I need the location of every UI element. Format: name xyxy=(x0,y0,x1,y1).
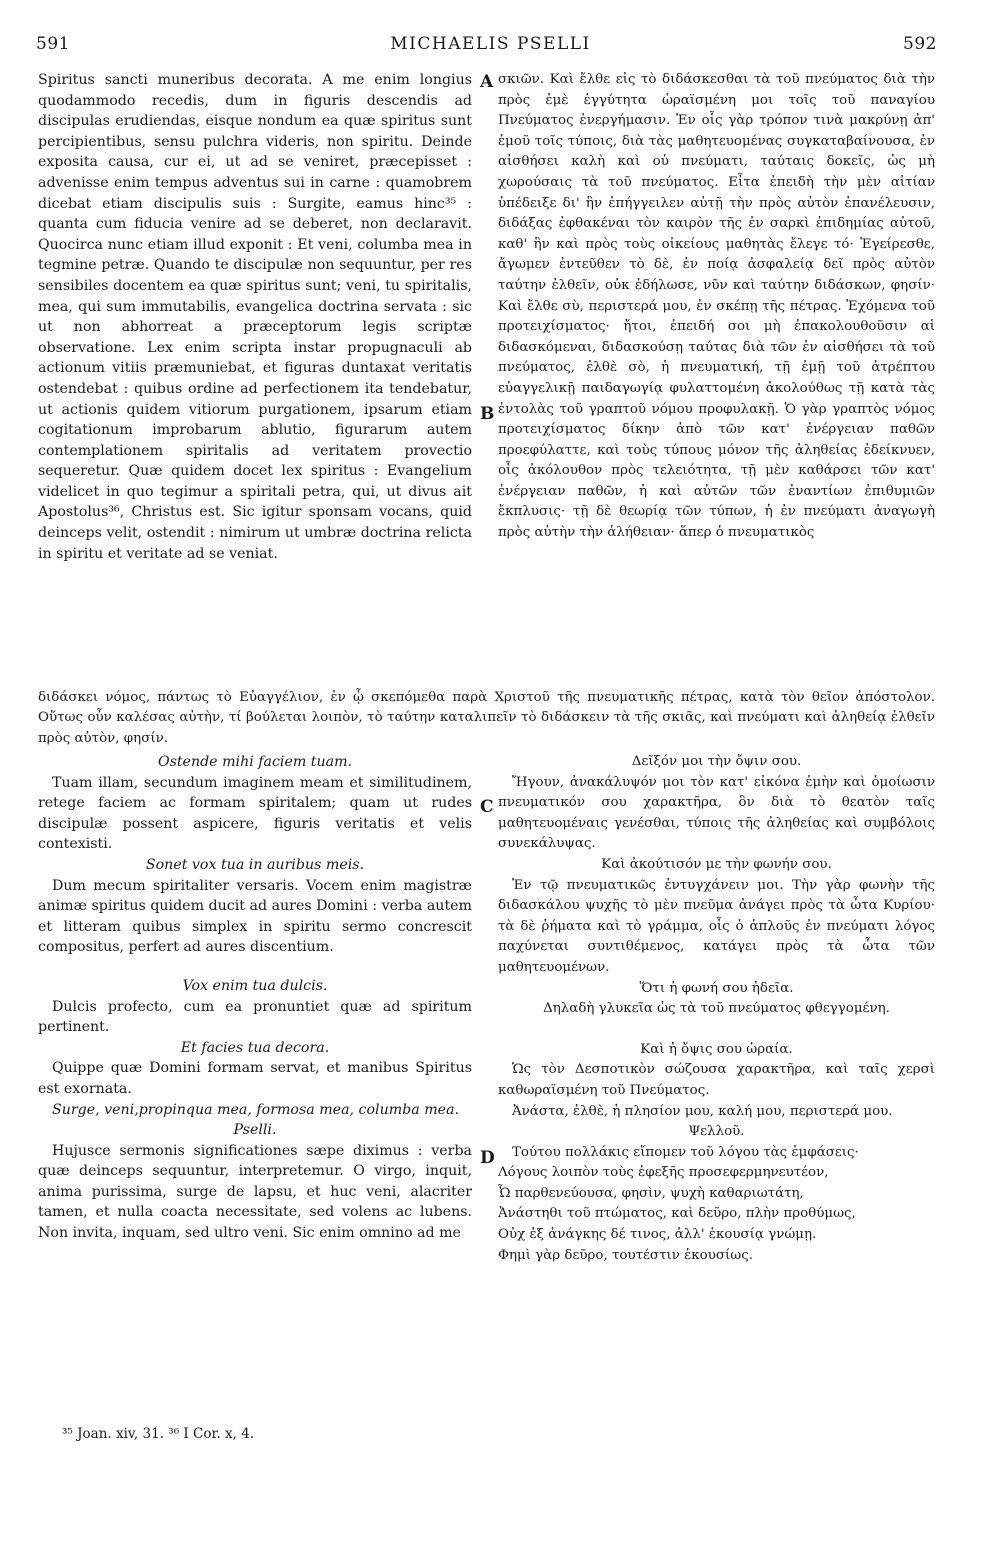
section-marker-d: D xyxy=(480,1148,495,1168)
greek-column-bottom xyxy=(498,752,935,1408)
latin-comment-2: Dum mecum spiritaliter versaris. Vocem enim magistræ animæ spiritus quidem ducit ad aures Domini : verba autem et litteram quibus simplex in spiritu sermo concrescit compositus, perfert ad aures discentium. xyxy=(38,877,472,956)
section-marker-a: A xyxy=(480,72,494,92)
latin-comment-4: Quippe quæ Domini formam servat, et manibus Spiritus est exornata. xyxy=(38,1060,472,1097)
greek-verse-line: Οὐχ ἐξ ἀνάγκης δέ τινος, ἀλλ' ἑκουσίᾳ γνώμῃ. xyxy=(498,1227,817,1243)
greek-lemma-1: Δεῖξόν μοι τὴν ὄψιν σου. xyxy=(631,754,802,769)
latin-surge-verse: Surge, veni,propinqua mea, formosa mea, columba mea. xyxy=(52,1101,460,1118)
greek-pselli-heading: Ψελλοῦ. xyxy=(688,1124,745,1140)
latin-pselli-text: Hujusce sermonis significationes sæpe diximus : verba quæ deinceps sequuntur, interpretemur. O virgo, inquit, anima purissima, surge de lapsu, et huc veni, alacriter tamen, et nulla coacta necessitate, sed volens ac lubens. Non invita, inquam, sed ultro veni. Sic enim omnino ad me xyxy=(38,1142,472,1242)
greek-wide-paragraph xyxy=(38,688,935,752)
latin-lemma-2: Sonet vox tua in auribus meis. xyxy=(145,856,365,873)
greek-lemma-3: Ὅτι ἡ φωνή σου ἡδεῖα. xyxy=(639,980,794,996)
greek-verse-line: Φημὶ γὰρ δεῦρο, τουτέστιν ἑκουσίως. xyxy=(498,1247,753,1263)
greek-paragraph-top: σκιῶν. Καὶ ἔλθε εἰς τὸ διδάσκεσθαι τὰ τοῦ πνεύματος διὰ τὴν πρὸς ἐμὲ ἐγγύτητα ὡραϊσμένη μοι τοῖς τοῦ παναγίου Πνεύματος ἐνεργήμασιν. Ἐν οἷς γὰρ τρόπον τινὰ μακρύνῃ ἀπ' ἐμοῦ τοῖς τύποις, διὰ τὰς μαθητευομένας συγκαταβαίνουσα, ἐν αἰσθήσει καλὴ καὶ οὐ πνεύματι, ταύταις δοκεῖς, ὡς μὴ χωρούσαις τὰ τοῦ πνεύματος. Εἶτα ἐπειδὴ τὴν μὲν αἰτίαν ὑπέδειξε δι' ἣν ἐπήγγειλεν αὐτῇ τὴν πρὸς αὐτὸν ἐπανέλευσιν, διδάξας ἐφθακέναι τὸν καιρὸν τῆς ἐν σαρκὶ ἐπιδημίας αὐτοῦ, καθ' ἣν καὶ πρὸς τοὺς οἰκείους μαθητὰς ἔλεγε τό· Ἐγείρεσθε, ἄγωμεν ἐντεῦθεν τὸ δὲ, ἐν ποίᾳ ἀσφαλείᾳ δεῖ πρὸς αὐτὸν ταύτην ἐλθεῖν, οὐκ ἐδήλωσε, νῦν καὶ ταύτην διδάσκων, φησίν· Καὶ ἔλθε σὺ, περιστερά μου, ἐν σκέπῃ τῆς πέτρας. Ἐχόμενα τοῦ προτειχίσματος· ἤτοι, ἐπειδή σοι μὴ ἐπακολουθοῦσιν αἱ διδασκόμεναι, διδασκούσῃ ταύτας διὰ τῶν ἐν αἰσθήσει τὰ τοῦ πνεύματος, ἐλθὲ σὸ, ἡ πνευματική, τῇ ἐμῇ τοῦ ἀτρέπτου εὐαγγελικῇ παιδαγωγίᾳ φυλαττομένη ἀκολούθως τῇ κατὰ τὰς ἐντολὰς τοῦ γραπτοῦ νόμου προφυλακῇ. Ὁ γὰρ γραπτὸς νόμος προτειχίσματος δίκην ἀπὸ τῶν κατ' ἐνέργειαν παθῶν προεφύλαττε, καὶ τοὺς τύπους μόνον τῆς ἀληθείας ἐδείκνυεν, οἷς ἀκόλουθον πρὸς τελειότητα, τῇ μὲν καθάρσει τῶν κατ' ἐνέργειαν παθῶν, ἡ καὶ αὐτῶν τῶν ἐναντίων ἐπιθυμιῶν ἔκπλυσις· τῇ δὲ θεωρίᾳ τῶν τύπων, ἡ ἐν πνεύματι ἀναγωγὴ πρὸς αὐτὴν τὴν ἀλήθειαν· ἅπερ ὁ πνευματικὸς xyxy=(498,72,935,541)
section-marker-b: B xyxy=(480,404,495,424)
latin-pselli-heading: Pselli. xyxy=(233,1122,277,1139)
greek-verse-line: Ὦ παρθενεύουσα, φησὶν, ψυχὴ καθαριωτάτη, xyxy=(498,1185,804,1201)
greek-comment-2: Ἐν τῷ πνευματικῶς ἐντυγχάνειν μοι. Τὴν γὰρ φωνὴν τῆς διδασκάλου ψυχῆς τὸ μὲν πνεῦμα ἀνάγει πρὸς τὰ ὦτα Κυρίου· τὰ δὲ ῥήματα καὶ τὸ γράμμα, οἷς ὁ ἁπλοῦς ἐν πνεύματι λόγος παχύνεται συντιθέμενος, κατάγει πρὸς τὰ ὦτα τῶν μαθητευομένων. xyxy=(498,877,935,975)
page-number-right: 592 xyxy=(903,34,937,54)
latin-paragraph-top: Spiritus sancti muneribus decorata. A me enim longius quodammodo recedis, dum in figuris descendis ad discipulas erudiendas, eisque nondum ea quæ spiritus sunt percipientibus, sensu pulchra videris, non spiritu. Deinde exposita causa, cur ei, ut ad se veniret, præcepisset : advenisse enim tempus adventus sui in carne : quamobrem dicebat etiam discipulis suis : Surgite, eamus hinc³⁵ : quanta cum fiducia venire ad se deberet, non declaravit. Quocirca nunc etiam illud exponit : Et veni, columba mea in tegmine petræ. Quando te discipulæ non sequuntur, per res sensibiles docentem ea quæ spiritus sunt; veni, tu spiritalis, mea, qui sum immutabilis, evangelica doctrina servata : sic ut non abhorreat a præceptorum legis scriptæ observatione. Lex enim scripta instar propugnaculi ab actionum vitiis præmuniebat, et figuras duntaxat veritatis ostendebat : quibus ordine ad perfectionem ita tendebatur, ut actionis quidem vitiorum purgationem, ipsarum etiam cogitationum improbarum ablutio, figurarum autem contemplationem spiritalis ad veritatem provectio sequeretur. Quæ quidem docet lex spiritus : Evangelium videlicet in quo tegimur a spiritali petra, qui, ut divus ait Apostolus³⁶, Christus est. Sic igitur sponsam vocans, quid deinceps velit, ostendit : nimirum ut umbræ doctrina relicta in spiritu et veritate ad se veniat. xyxy=(38,72,472,562)
latin-column-top xyxy=(38,70,472,686)
latin-column-bottom xyxy=(38,752,472,1408)
greek-comment-3: Δηλαδὴ γλυκεῖα ὡς τὰ τοῦ πνεύματος φθεγγομένη. xyxy=(543,1001,890,1017)
greek-lemma-2: Καὶ ἀκούτισόν με τὴν φωνήν σου. xyxy=(601,856,832,872)
greek-lemma-4: Καὶ ἡ ὄψις σου ὡραία. xyxy=(640,1041,793,1057)
greek-surge-verse: Ἀνάστα, ἐλθὲ, ἡ πλησίον μου, καλή μου, περιστερά μου. xyxy=(512,1103,893,1119)
latin-lemma-3: Vox enim tua dulcis. xyxy=(182,977,328,994)
greek-verse-line: Ἀνάστηθι τοῦ πτώματος, καὶ δεῦρο, πλὴν προθύμως, xyxy=(498,1206,856,1222)
greek-column-top xyxy=(498,70,935,686)
greek-verse-line: Τούτου πολλάκις εἴπομεν τοῦ λόγου τὰς ἐμφάσεις· xyxy=(512,1144,859,1160)
latin-comment-1: Tuam illam, secundum imaginem meam et similitudinem, retege faciem ac formam spiritalem; quam ut rudes discipulæ possent aspicere, figuris veritatis et velis contexisti. xyxy=(38,774,472,853)
latin-lemma-4: Et facies tua decora. xyxy=(180,1039,330,1056)
page-number-left: 591 xyxy=(36,34,70,54)
section-marker-c: C xyxy=(480,797,494,817)
footnotes: ³⁵ Joan. xiv, 31. ³⁶ I Cor. x, 4. xyxy=(62,1426,255,1442)
greek-wide-text: διδάσκει νόμος, πάντως τὸ Εὐαγγέλιον, ἐν ᾧ σκεπόμεθα παρὰ Χριστοῦ τῆς πνευματικῆς πέτρας, κατὰ τὸν θεῖον ἀπόστολον. Οὕτως οὖν καλέσας αὐτὴν, τί βούλεται λοιπὸν, τὸ ταύτην καταλιπεῖν τὸ διδάσκειν τὰ τῆς σκιᾶς, καὶ πνεύματι καὶ ἀληθείᾳ ἐλθεῖν πρὸς αὐτὸν, φησίν. xyxy=(38,690,935,746)
latin-comment-3: Dulcis profecto, cum ea pronuntiet quæ ad spiritum pertinent. xyxy=(38,998,472,1036)
running-title: MICHAELIS PSELLI xyxy=(390,34,591,54)
latin-lemma-1: Ostende mihi faciem tuam. xyxy=(157,754,353,770)
greek-comment-1: Ἤγουν, ἀνακάλυψόν μοι τὸν κατ' εἰκόνα ἐμὴν καὶ ὁμοίωσιν πνευματικόν σου χαρακτῆρα, ὃν διὰ τὸ θεατὸν ταῖς μαθητευομέναις γενέσθαι, τύποις τῆς ἀληθείας καὶ συμβόλοις συνεκάλυψας. xyxy=(498,774,935,852)
greek-verse-list xyxy=(498,1143,935,1267)
greek-verse-line: Λόγους λοιπὸν τοὺς ἐφεξῆς προσεφερμηνευτέον, xyxy=(498,1165,829,1181)
greek-comment-4: Ὡς τὸν Δεσποτικὸν σώζουσα χαρακτῆρα, καὶ ταῖς χερσὶ καθωραϊσμένη τοῦ Πνεύματος. xyxy=(498,1062,935,1098)
